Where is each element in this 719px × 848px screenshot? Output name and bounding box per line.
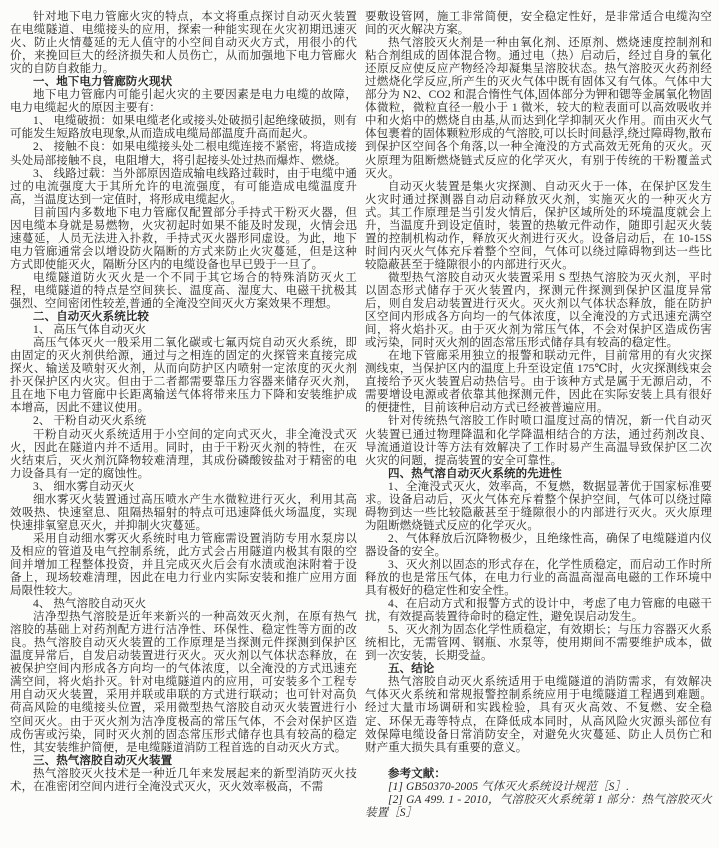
reference-item: [2] GA 499. 1 - 2010，气溶胶灭火系统第 1 部分：热气溶胶灭火装置［S］: [365, 793, 712, 819]
paragraph: 针对传统热气溶胶工作时喷口温度过高的情况，新一代自动灭火装置已通过物理降温和化学降温相结合的方法，通过药剂改良、导流通道设计等方法有效解决了工作时易产生高温导致保护区二次火灾的问题，提高装置的安全可靠性。: [365, 415, 712, 467]
section-heading: 四、热气溶自动灭火系统的先进性: [388, 467, 562, 480]
paragraph: 采用自动细水雾灭火系统时电力管廊需设置消防专用水泵房以及相应的管道及电气控制系统，此方式会占用隧道内极其有限的空间并增加工程整体投资，并且完成灭火后会有水渍或泡沫附着于设备上，现场较难清理，因此在电力行业内实际安装和推广应用方面局限性较大。: [10, 532, 357, 598]
paragraph: 自动灭火装置是集火灾探测、自动灭火于一体，在保护区发生火灾时通过探测器自动启动释放灭火剂，实施灭火的一种灭火方式。其工作原理是当引发火情后，保护区域所处的环境温度就会上升，当温度升到设定值时，装置的热敏元件动作，随即引起灭火装置的控制机构动作，释放灭火剂进行灭火。设备启动后，在 10-15S 时间内灭火气体充斥着整个空间，气体可以绕过障碍物到达一些比较隐蔽甚至于缝隙很小的内部进行灭火。: [365, 180, 712, 271]
paragraph: 2、气体释放后沉降物极少，且绝缘性高，确保了电缆隧道内仪器设备的安全。: [365, 532, 712, 558]
paragraph: 5、灭火剂为固态化学性质稳定，有效期长；与压力容器灭火系统相比，无需管网、钢瓶、水泵等，使用期间不需要维护成本，做到一次安装，长期受益。: [365, 624, 712, 663]
paragraph: 3、 细水雾自动灭火: [33, 480, 135, 493]
section-heading: 五、结论: [388, 663, 435, 676]
section-heading: 三、热气溶胶自动灭火装置: [33, 754, 173, 767]
paragraph: 高压气体灭火一般采用二氧化碳或七氟丙烷自动灭火系统，即由固定的灭火剂供给源，通过与之相连的固定的火探管来直接完成探火、输送及喷射灭火剂，从而向防护区内喷射一定浓度的灭火剂扑灭保护区内火灾。但由于二者都需要靠压力容器来储存灭火剂，且在地下电力管廊中长距离输送气体将带来压力下降和安装维护成本增高，因此不建议使用。: [10, 337, 357, 415]
paragraph: 电缆隧道防火灭火是一个不同于其它场合的特殊消防灭火工程，电缆隧道的特点是空间狭长、温度高、湿度大、电磁干扰极其强烈、空间密闭性较差,普通的全淹没空间灭火方案效果不理想。: [10, 271, 357, 311]
paragraph: 细水雾灭火装置通过高压喷水产生水微粒进行灭火，利用其高效吸热、快速窒息、阻隔热辐射的特点可迅速降低火场温度，实现快速排氧窒息灭火，并抑制火灾蔓延。: [10, 493, 357, 532]
paragraph: 4、 热气溶胶自动灭火: [33, 598, 147, 611]
text-column-left: [10, 11, 357, 848]
paragraph: 地下电力管廊内可能引起火灾的主要因素是电力电缆的故障，电力电缆起火的原因主要有：: [10, 89, 357, 115]
paragraph: 洁净型热气溶胶是近年来新兴的一种高效灭火剂，在原有热气溶胶的基础上对药剂配方进行洁净性、环保性、稳定性等方面的改良。热气溶胶自动灭火装置的工作原理是当探测元件探测到保护区温度异常后，自发启动装置进行灭火。灭火剂以气体状态释放，在被保护空间内形成各方向均一的气体浓度，以全淹没的方式迅速充满空间，将火焰扑灭。针对电缆隧道内的应用，可安装多个工程专用自动灭火装置，采用并联或串联的方式进行联动；也可针对高负荷高风险的电缆接头位置，采用微型热气溶胶自动灭火装置进行小空间灭火。由于灭火剂为洁净度极高的常压气体，不会对保护区造成伤害或污染，同时灭火剂的固态常压形式储存也具有较高的稳定性，其安装维护简便，是电缆隧道消防工程首选的自动灭火方式。: [10, 611, 357, 754]
paragraph: 1、 电缆破损：如果电缆老化或接头处破损引起绝缘破损，则有可能发生短路放电现象,从而造成电缆局部温度升高而起火。: [10, 115, 357, 141]
paragraph: 微型热气溶胶自动灭火装置采用 S 型热气溶胶为灭火剂，平时以固态形式储存于灭火装置内，探测元件探测到保护区温度异常后，则自发启动装置进行灭火。灭火剂以气体状态释放，能在防护区空间内形成各方向均一的气体浓度，以全淹没的方式迅速充满空间，将火焰扑灭。由于灭火剂为常压气体，不会对保护区造成伤害或污染，同时灭火剂的固态常压形式储存具有较高的稳定性。: [365, 271, 712, 350]
paragraph: 要敷设管网，施工非常简便，安全稳定性好，是非常适合电缆沟空间的灭火解决方案。: [365, 11, 712, 37]
section-heading: 一、地下电力管廊防火现状: [33, 76, 173, 89]
paragraph: 在地下管廊采用独立的报警和联动元件，目前常用的有火灾探测线束，当保护区内的温度上升至设定值 175℃时，火灾探测线束会直接给予灭火装置启动热信号。由于该种方式是属于无源启动，不需要增设电源或者依靠其他探测元件，因此在实际安装上具有很好的便捷性，目前该种启动方式已经被普遍应用。: [365, 350, 712, 415]
paragraph: 2、 接触不良：如果电缆接头处二根电缆连接不紧密，将造成接头处局部接触不良，电阻增大，将引起接头处过热而爆炸、燃烧。: [10, 141, 357, 167]
text-column-right: [365, 11, 712, 848]
references-heading: 参考文献：: [388, 767, 446, 780]
paragraph: 热气溶胶灭火剂是一种由氧化剂、还原剂、燃烧速度控制剂和粘合剂组成的固体混合物。通过电（热）启动后，经过自身的氧化还原反应使反应产物经冷却凝集呈溶胶状态。热气溶胶灭火药剂经过燃烧化学反应,所产生的灭火气体中既有固体又有气体。气体中大部分为 N2、CO2 和混合惰性气体,固体部分为钾和锶等金属氧化物固体微粒，微粒直径一般小于 1 微米，较大的粒表面可以高效吸收并中和火焰中的燃烧自由基,从而达到化学抑制灭火作用。而由灭火气体包裹着的固体颗粒形成的气溶胶,可以长时间悬浮,绕过障碍物,散布到保护区空间各个角落,以一种全淹没的方式高效无死角的灭火。灭火原理为阻断燃烧链式反应的化学灭火，有别于传统的干粉覆盖式灭火。: [365, 37, 712, 180]
paragraph: 3、 线路过载：当外部原因造成输电线路过载时，由于电缆中通过的电流强度大于其所允许的电流强度，有可能造成电缆温度升高，当温度达到一定值时，将形成电缆起火。: [10, 167, 357, 206]
paragraph: 干粉自动灭火系统适用于小空间的定向式灭火，非全淹没式灭火，因此在隧道内并不适用。同时，由于干粉灭火剂的特性，在灭火结束后，灭火剂沉降物较难清理，其成份磷酸铵盐对于精密的电力设备具有一定的腐蚀性。: [10, 428, 357, 480]
paragraph: 3、灭火剂以固态的形式存在，化学性质稳定，而启动工作时所释放的也是常压气体，在电力行业的高温高湿高电磁的工作环境中具有极好的稳定性和安全性。: [365, 558, 712, 598]
paragraph: 1、全淹没式灭火，效率高，不复燃，数据显著优于国家标准要求。设备启动后，灭火气体充斥着整个保护空间，气体可以绕过障碍物到达一些比较隐蔽甚至于缝隙很小的内部进行灭火。灭火原理为阻断燃烧链式反应的化学灭火。: [365, 480, 712, 532]
paragraph: 目前国内多数地下电力管廊仅配置部分手持式干粉灭火器，但因电缆本身就是易燃物，火灾初起时如果不能及时发现，火情会迅速蔓延，人员无法进入扑救，手持式灭火器形同虚设。为此，地下电力管廊通常会以增设防火隔断的方式来防止火灾蔓延，但是这种方式即使能灭火，隔断分区内的电缆设备也早已毁于一旦了。: [10, 206, 357, 271]
paragraph: 2、 干粉自动灭火系统: [33, 415, 147, 428]
reference-item: [1] GB50370-2005 气体灭火系统设计规范［S］.: [388, 780, 630, 793]
paragraph: 1、 高压气体自动灭火: [33, 324, 147, 337]
paragraph: 针对地下电力管廊火灾的特点，本文将重点探讨自动灭火装置在电缆隧道、电缆接头的应用，探索一种能实现在火灾初期迅速灭火、防止火情蔓延的无人值守的小空间自动灭火方式，用很小的代价，来挽回巨大的经济损失和人员伤亡，从而加强地下电力管廊火灾的自防自救能力。: [10, 11, 357, 76]
section-heading: 二、自动灭火系统比较: [33, 311, 149, 324]
paragraph: 4、在启动方式和报警方式的设计中，考虑了电力管廊的电磁干扰，有效提高装置待命时的稳定性，避免误启动发生。: [365, 598, 712, 624]
paragraph: 热气溶胶自动灭火系统适用于电缆隧道的消防需求，有效解决气体灭火系统和常规报警控制系统应用于电缆隧道工程遇到难题。经过大量市场调研和实践检验，具有灭火高效、不复燃、安全稳定、环保无毒等特点，在降低成本同时，从高风险火灾源头部位有效保障电缆设备日常消防安全，对避免火灾蔓延、防止人员伤亡和财产重大损失具有重要的意义。: [365, 676, 712, 754]
paragraph: 热气溶胶灭火技术是一种近几年来发展起来的新型消防灭火技术，在准密闭空间内进行全淹没式灭火，灭火效率极高，不需: [10, 767, 357, 793]
